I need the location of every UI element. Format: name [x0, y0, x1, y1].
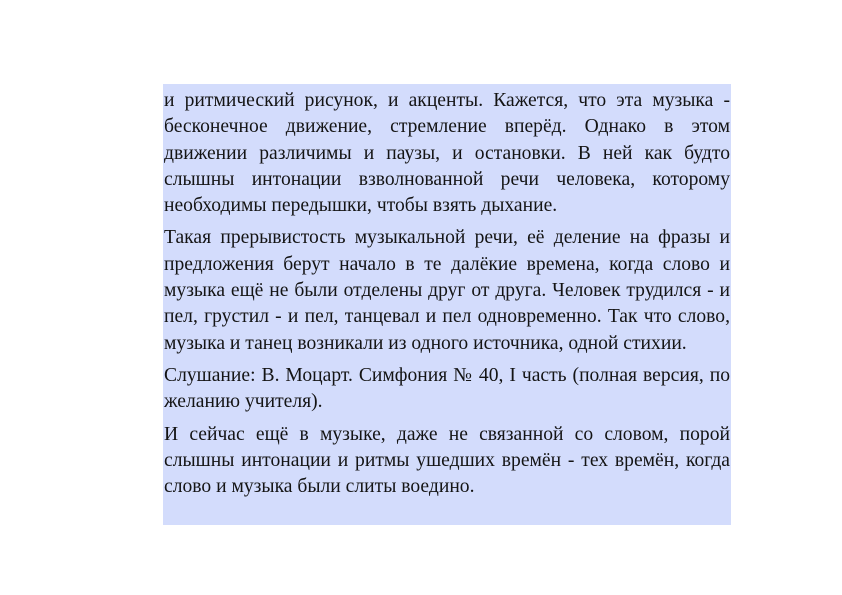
- paragraph-3: Слушание: В. Моцарт. Симфония № 40, I часть (полная версия, по желанию учителя).: [164, 364, 730, 413]
- paragraph-1: и ритмический рисунок, и акценты. Кажется, что эта музыка - бесконечное движение, стремление вперёд. Однако в этом движении различимы и паузы, и остановки. В ней как будто слышны интонации взволнованной речи человека, которому необходимы передышки, чтобы взять дыхание.: [164, 90, 730, 217]
- paragraph-2: Такая прерывистость музыкальной речи, её деление на фразы и предложения берут начало в те далёкие времена, когда слово и музыка ещё не были отделены друг от друга. Человек трудился - и пел, грустил - и пел, танцевал и пел одновременно. Так что слово, музыка и танец возникали из одного источника, одной стихии.: [164, 227, 730, 354]
- text-block: [163, 84, 731, 525]
- paragraph-4: И сейчас ещё в музыке, даже не связанной со словом, порой слышны интонации и ритмы ушедших времён - тех времён, когда слово и музыка были слиты воедино.: [164, 423, 730, 498]
